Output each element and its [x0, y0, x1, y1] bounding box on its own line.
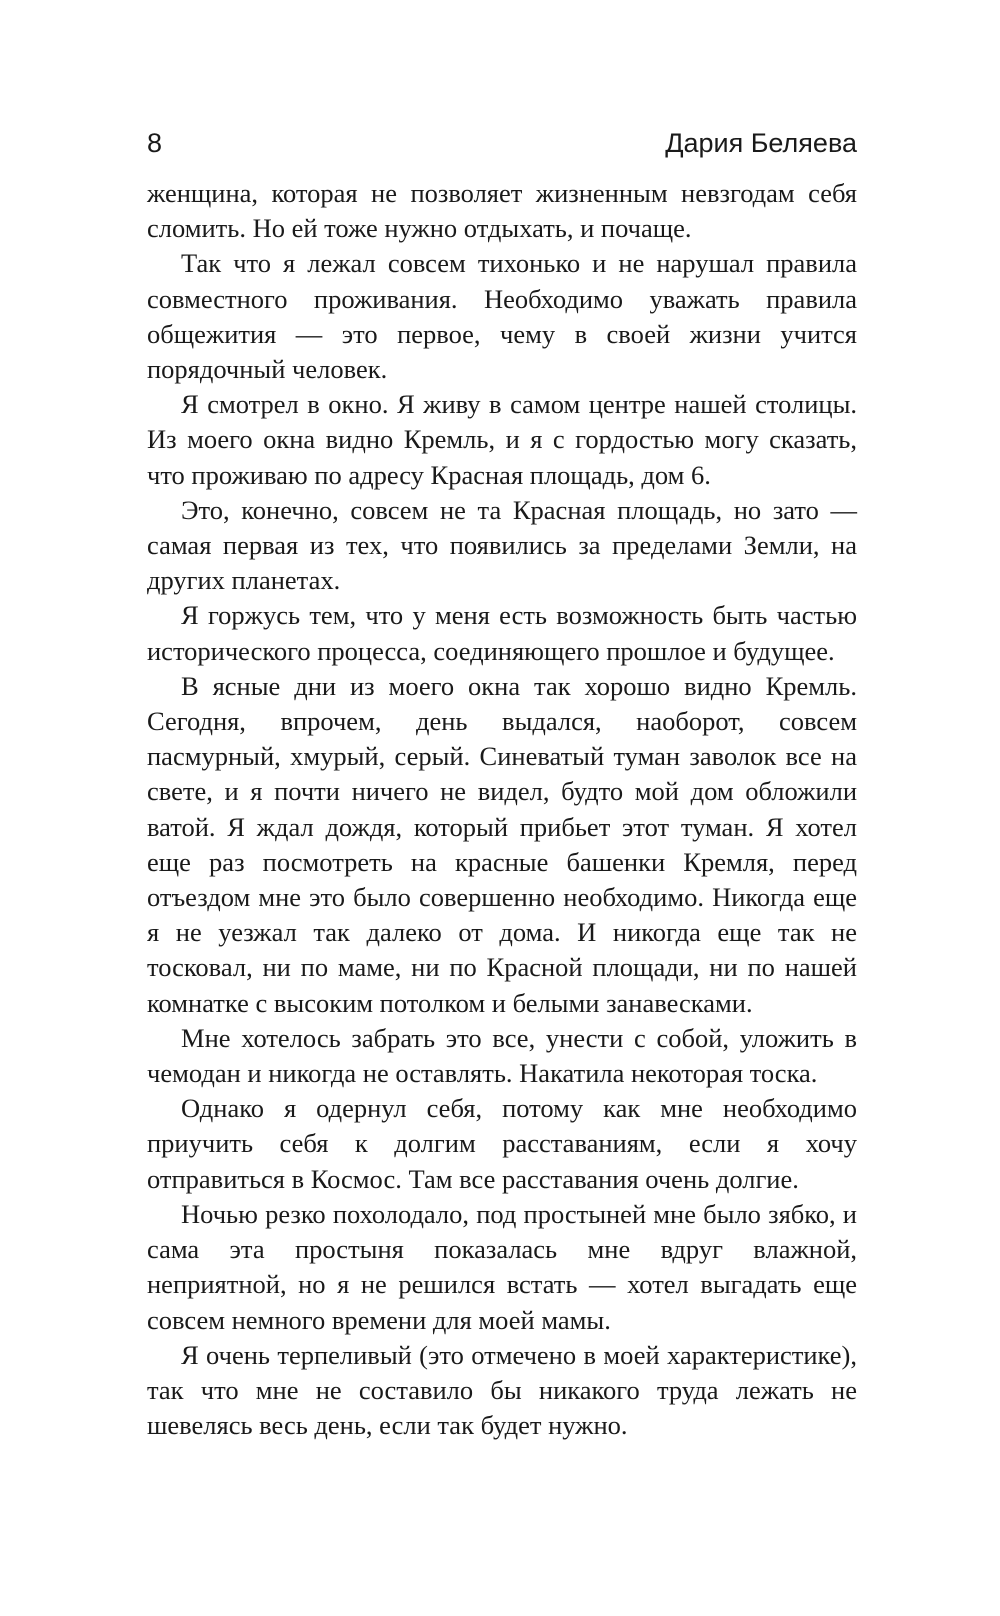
paragraph: Так что я лежал совсем тихонько и не нарушал правила совместного проживания. Необходимо уважать правила общежития — это первое, чему в своей жизни учится порядочный человек. [147, 248, 857, 385]
paragraph: Ночью резко похолодало, под простыней мне было зябко, и сама эта простыня показалась мне вдруг влажной, неприятной, но я не решился встать — хотел выгадать еще совсем немного времени для моей мамы. [147, 1198, 857, 1335]
paragraph: Однако я одернул себя, потому как мне необходимо приучить себя к долгим расставаниям, если я хочу отправиться в Космос. Там все расставания очень долгие. [147, 1093, 857, 1194]
paragraph: В ясные дни из моего окна так хорошо видно Кремль. Сегодня, впрочем, день выдался, наоборот, совсем пасмурный, хмурый, серый. Синеватый туман заволок все на свете, и я почти ничего не видел, будто мой дом обложили ватой. Я ждал дождя, который прибьет этот туман. Я хотел еще раз посмотреть на красные башенки Кремля, перед отъездом мне это было совершенно необходимо. Никогда еще я не уезжал так далеко от дома. И никогда еще так не тосковал, ни по маме, ни по Красной площади, ни по нашей комнатке с высоким потолком и белыми занавесками. [147, 670, 857, 1018]
paragraph: женщина, которая не позволяет жизненным невзгодам себя сломить. Но ей тоже нужно отдыхать, и почаще. [147, 178, 857, 244]
body-text [147, 176, 857, 1443]
running-head [147, 123, 857, 163]
paragraph: Это, конечно, совсем не та Красная площадь, но зато — самая первая из тех, что появились за пределами Земли, на других планетах. [147, 494, 857, 596]
page-number: 8 [147, 128, 163, 158]
paragraph: Мне хотелось забрать это все, унести с собой, уложить в чемодан и никогда не оставлять. Накатила некоторая тоска. [147, 1022, 857, 1089]
paragraph: Я горжусь тем, что у меня есть возможность быть частью исторического процесса, соединяющего прошлое и будущее. [147, 600, 857, 666]
running-title-author: Дария Беляева [665, 128, 857, 158]
paragraph: Я очень терпеливый (это отмечено в моей характеристике), так что мне не составило бы никакого труда лежать не шевелясь весь день, если так будет нужно. [147, 1339, 857, 1441]
paragraph: Я смотрел в окно. Я живу в самом центре нашей столицы. Из моего окна видно Кремль, и я с гордостью могу сказать, что проживаю по адресу Красная площадь, дом 6. [147, 389, 857, 490]
